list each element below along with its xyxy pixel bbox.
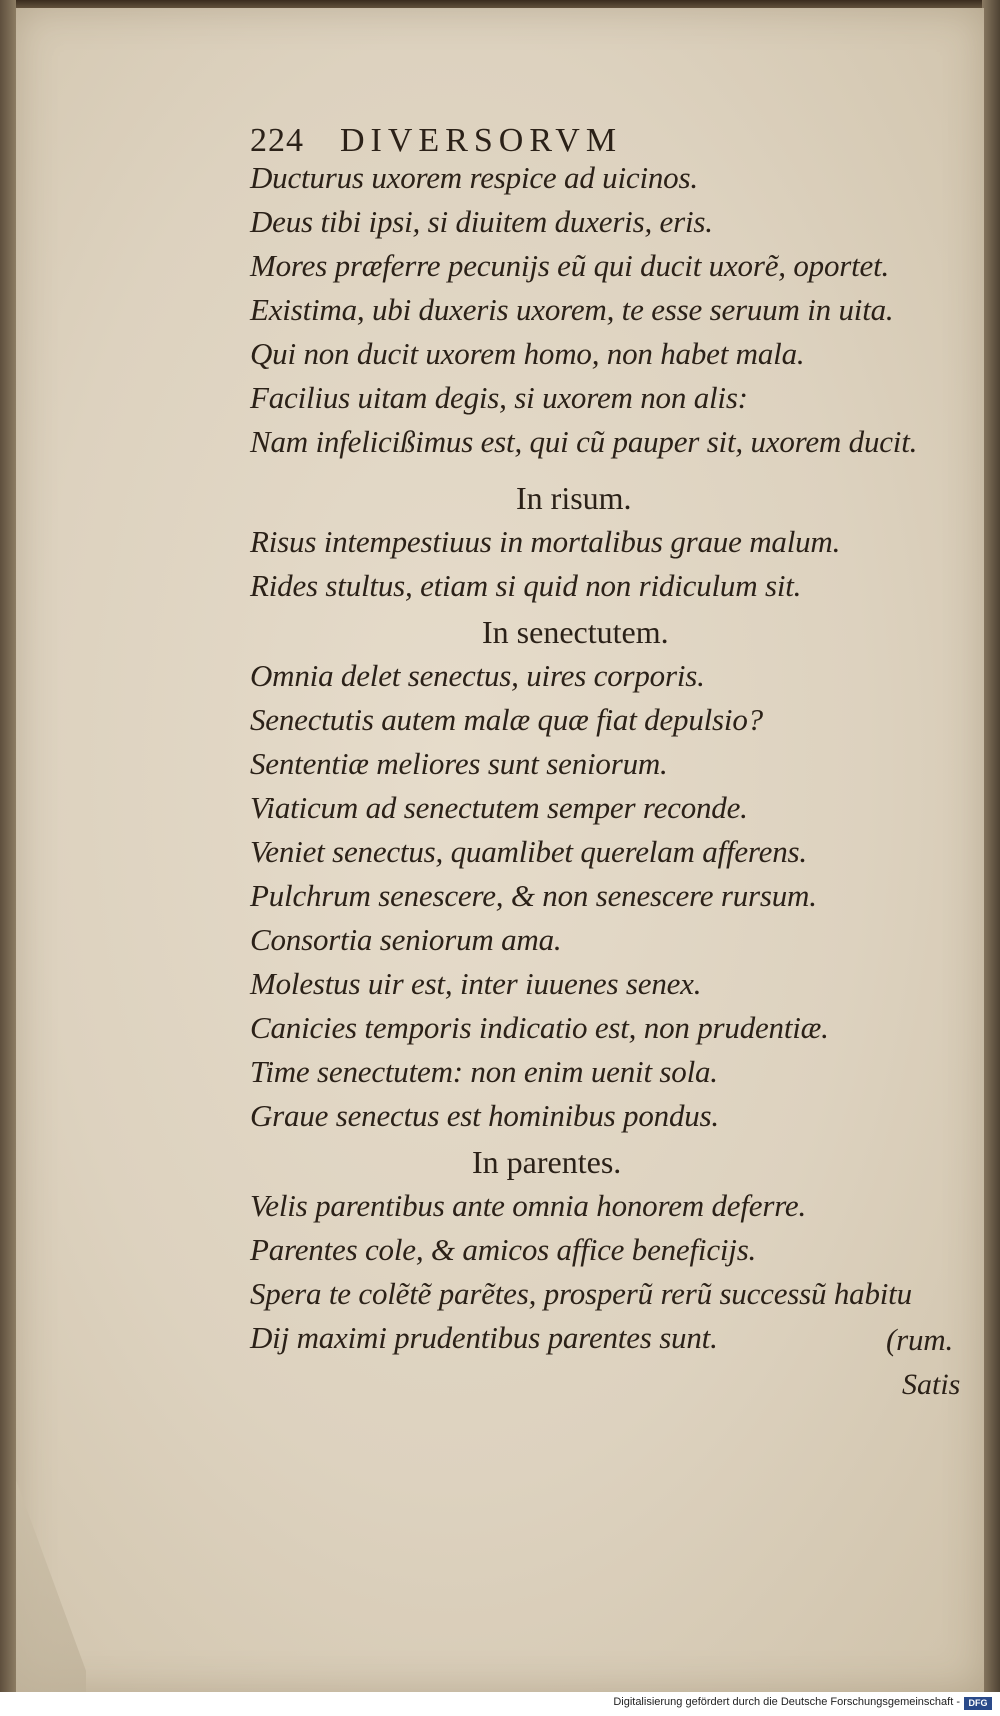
dfg-logo: DFG: [964, 1697, 992, 1710]
text-line: Spera te colẽtẽ parẽtes, prosperũ rerũ successũ habitu: [250, 1276, 912, 1311]
text-line: Ducturus uxorem respice ad uicinos.: [250, 160, 698, 195]
section-heading: In senectutem.: [482, 614, 669, 650]
turnover-text: (rum.: [886, 1322, 954, 1357]
text-line: Graue senectus est hominibus pondus.: [250, 1098, 719, 1133]
text-line: Canicies temporis indicatio est, non prudentiæ.: [250, 1010, 829, 1045]
text-line: Dij maximi prudentibus parentes sunt.: [250, 1320, 718, 1355]
page-number: 224: [250, 122, 304, 159]
running-title: DIVERSORVM: [340, 122, 623, 159]
section-heading: In risum.: [516, 480, 632, 516]
text-line: Molestus uir est, inter iuuenes senex.: [250, 966, 702, 1001]
text-line: Viaticum ad senectutem semper reconde.: [250, 790, 748, 825]
text-line: Qui non ducit uxorem homo, non habet mala.: [250, 336, 805, 371]
section-heading: In parentes.: [472, 1144, 622, 1180]
catchword: Satis: [902, 1368, 961, 1401]
text-line: Consortia seniorum ama.: [250, 922, 562, 957]
text-line: Veniet senectus, quamlibet querelam afferens.: [250, 834, 807, 869]
text-line: Parentes cole, & amicos affice beneficijs.: [250, 1232, 757, 1267]
text-line: Deus tibi ipsi, si diuitem duxeris, eris.: [250, 204, 713, 239]
text-line: Mores præferre pecunijs eũ qui ducit uxorẽ, oportet.: [250, 248, 890, 283]
text-line: Sententiæ meliores sunt seniorum.: [250, 746, 668, 781]
text-line: Velis parentibus ante omnia honorem deferre.: [250, 1188, 807, 1223]
text-line: Nam infelicißimus est, qui cũ pauper sit, uxorem ducit.: [250, 424, 918, 459]
text-line: Omnia delet senectus, uires corporis.: [250, 658, 705, 693]
text-line: Time senectutem: non enim uenit sola.: [250, 1054, 718, 1089]
funding-credit: Digitalisierung gefördert durch die Deutsche Forschungsgemeinschaft -: [613, 1696, 960, 1708]
text-line: Existima, ubi duxeris uxorem, te esse seruum in uita.: [250, 292, 894, 327]
text-line: Senectutis autem malæ quæ fiat depulsio?: [250, 702, 763, 737]
text-line: Risus intempestiuus in mortalibus graue malum.: [250, 524, 841, 559]
text-line: Pulchrum senescere, & non senescere rursum.: [250, 878, 817, 913]
text-line: Facilius uitam degis, si uxorem non alis:: [250, 380, 748, 415]
text-line: Rides stultus, etiam si quid non ridiculum sit.: [250, 568, 802, 603]
running-head: [250, 122, 622, 160]
